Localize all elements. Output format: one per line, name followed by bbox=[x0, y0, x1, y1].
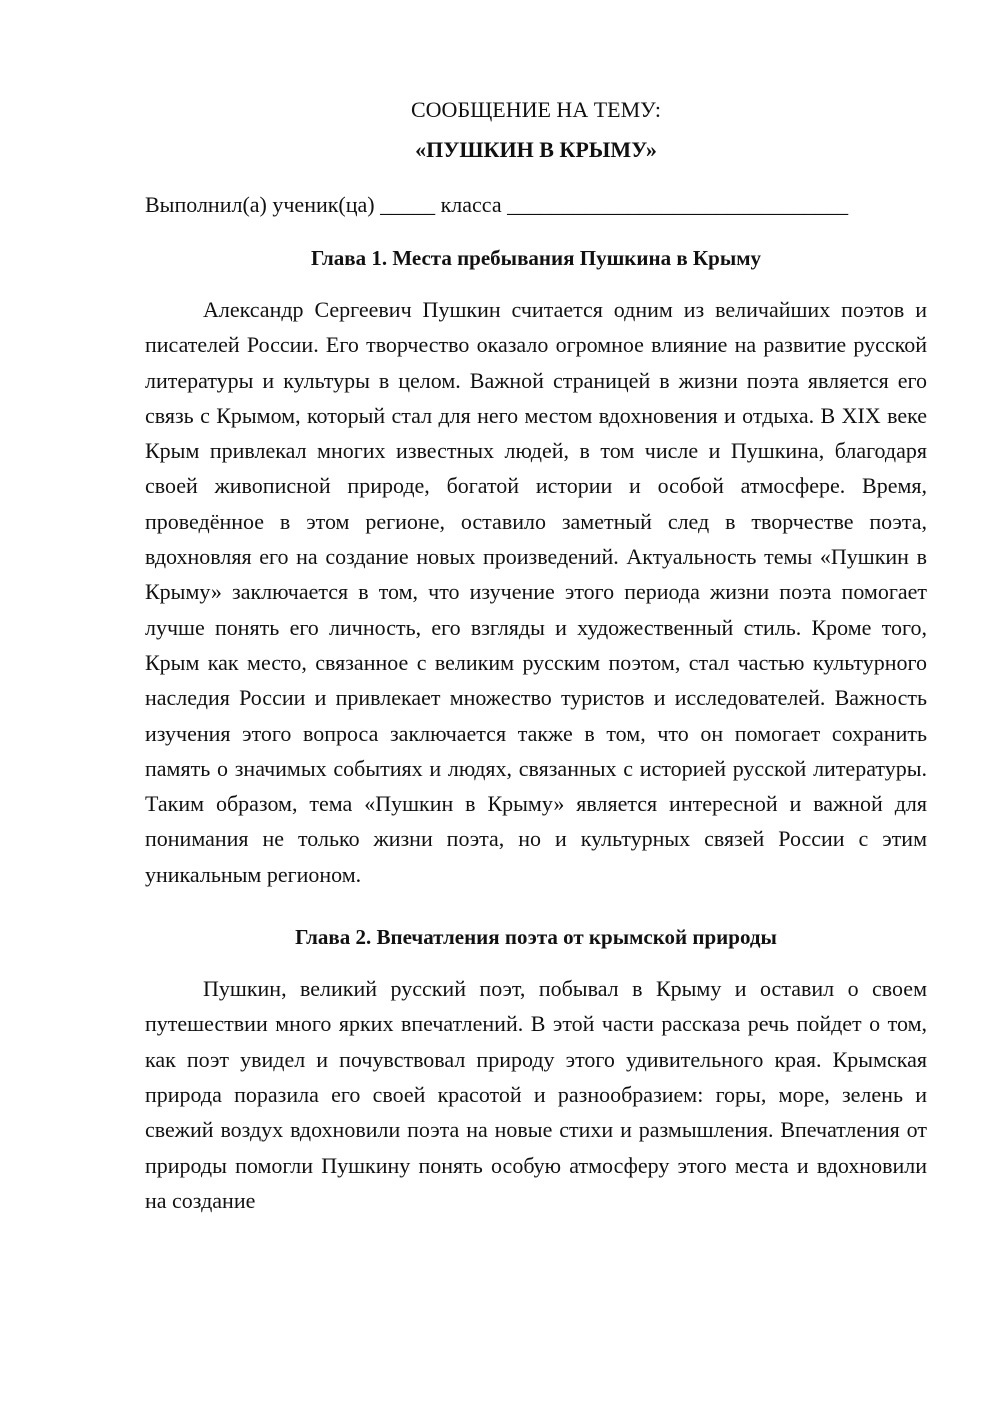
chapter-2-heading: Глава 2. Впечатления поэта от крымской природы bbox=[295, 925, 777, 950]
chapter-1-heading: Глава 1. Места пребывания Пушкина в Крыму bbox=[310, 246, 762, 270]
chapter-1-paragraph: Александр Сергеевич Пушкин считается одним из величайших поэтов и писателей России. Его творчество оказало огромное влияние на развитие русской литературы и культуры в целом. Важной страницей в жизни поэта является его связь с Крымом, который стал для него местом вдохновения и отдыха. В XIX веке Крым привлекал многих известных людей, в том числе и Пушкина, благодаря своей живописной природе, богатой истории и особой атмосфере. Время, проведённое в этом регионе, оставило заметный след в творчестве поэта, вдохновляя его на создание новых произведений. Актуальность темы «Пушкин в Крыму» заключается в том, что изучение этого периода жизни поэта помогает лучше понять его личность, его взгляды и художественный стиль. Кроме того, Крым как место, связанное с великим русским поэтом, стал частью культурного наследия России и привлекает множество туристов и исследователей. Важность изучения этого вопроса заключается также в том, что он помогает сохранить память о значимых событиях и людях, связанных с историей русской литературы. Таким образом, тема «Пушкин в Крыму» является интересной и важной для понимания не только жизни поэта, но и культурных связей России с этим уникальным регионом. bbox=[145, 297, 927, 887]
author-line: Выполнил(а) ученик(ца) _____ класса _______________________________ bbox=[145, 192, 849, 217]
chapter-2-paragraph: Пушкин, великий русский поэт, побывал в Крыму и оставил о своем путешествии много ярких впечатлений. В этой части рассказа речь пойдет о том, как поэт увидел и почувствовал природу этого удивительного края. Крымская природа поразила его своей красотой и разнообразием: горы, море, зелень и свежий воздух вдохновили поэта на новые стихи и размышления. Впечатления от природы помогли Пушкину понять особую атмосферу этого места и вдохновили на создание bbox=[145, 976, 927, 1213]
document-title-line1: СООБЩЕНИЕ НА ТЕМУ: bbox=[411, 97, 661, 122]
document-title: «ПУШКИН В КРЫМУ» bbox=[415, 137, 657, 162]
document-page bbox=[145, 92, 927, 1218]
